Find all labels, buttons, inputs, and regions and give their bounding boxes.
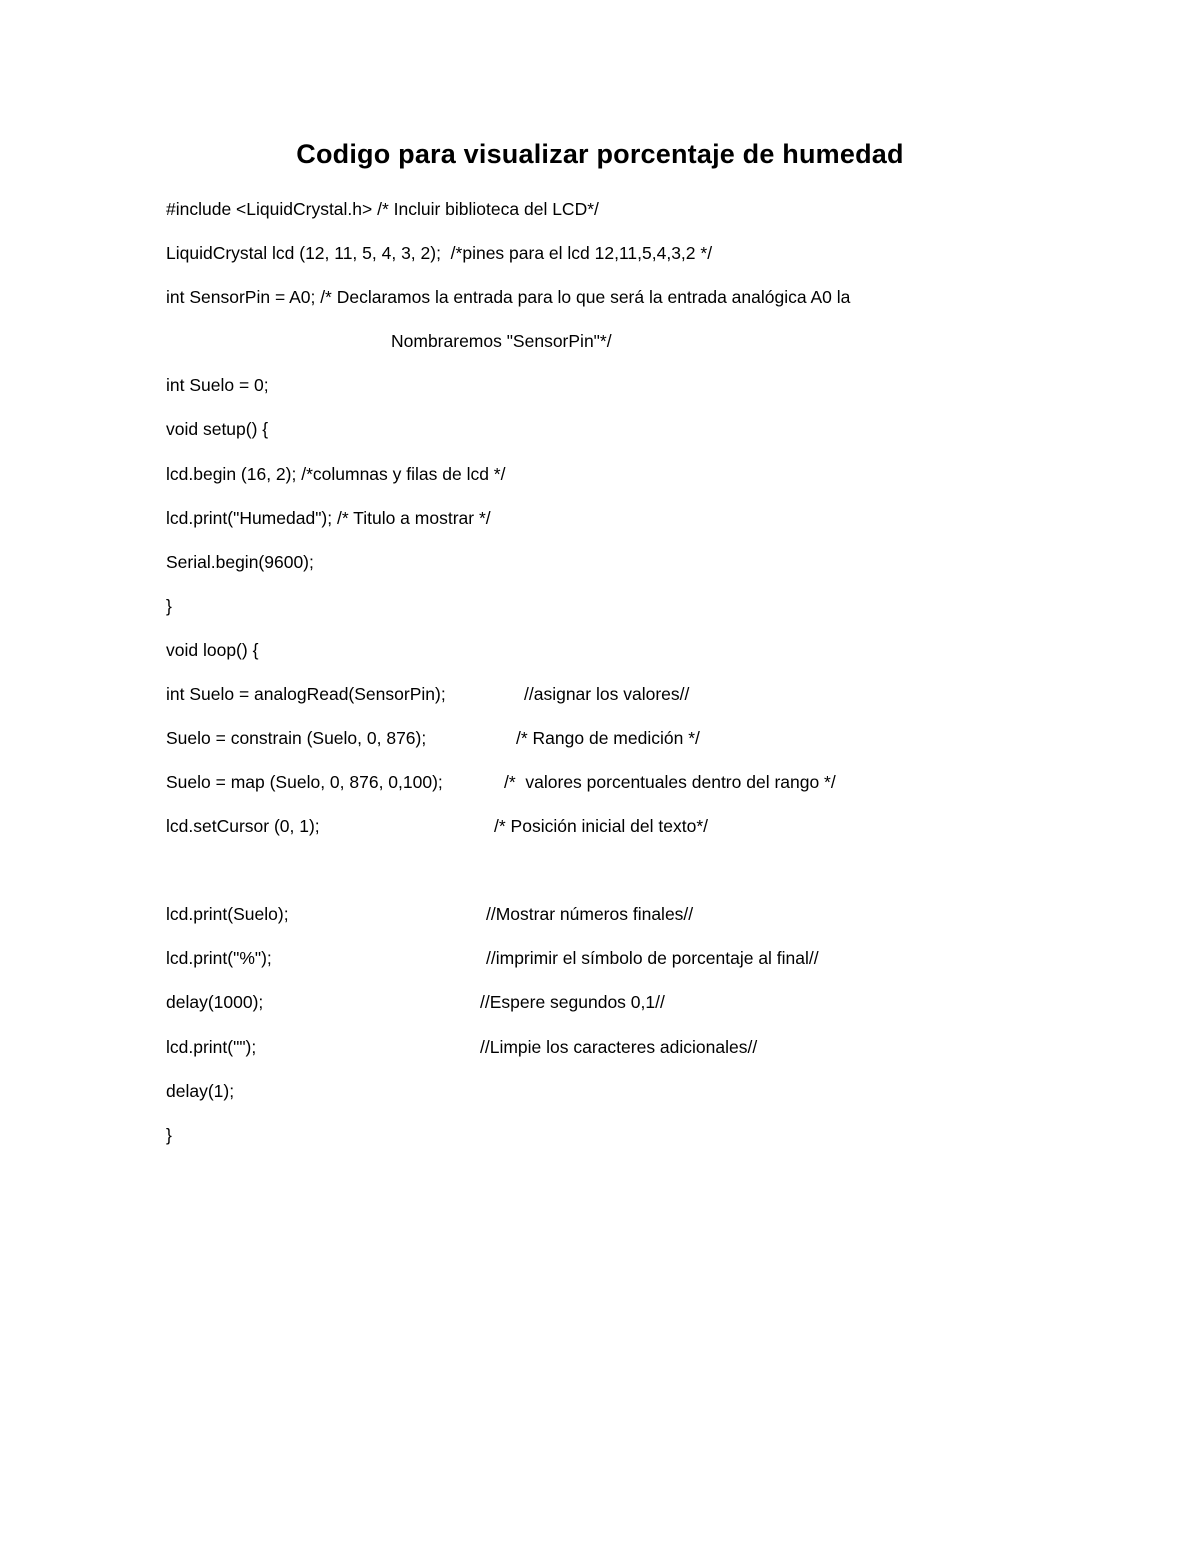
code-line-serial-begin: Serial.begin(9600); [166, 552, 314, 572]
code-comment-print-percent: //imprimir el símbolo de porcentaje al final// [486, 948, 819, 968]
code-comment-map: /* valores porcentuales dentro del rango */ [504, 772, 836, 792]
code-comment-setcursor: /* Posición inicial del texto*/ [494, 816, 708, 836]
code-line-include: #include <LiquidCrystal.h> /* Incluir biblioteca del LCD*/ [166, 199, 599, 219]
code-line-delay-1000: delay(1000); [166, 992, 264, 1012]
code-line-loop-open: void loop() { [166, 640, 259, 660]
code-line-lcd-declaration: LiquidCrystal lcd (12, 11, 5, 4, 3, 2); /*pines para el lcd 12,11,5,4,3,2 */ [166, 243, 713, 263]
code-line-setup-close: } [166, 596, 172, 616]
code-line-print-empty: lcd.print(""); [166, 1037, 257, 1057]
code-comment-analogread: //asignar los valores// [524, 684, 690, 704]
code-line-analogread: int Suelo = analogRead(SensorPin); [166, 684, 446, 704]
code-line-constrain: Suelo = constrain (Suelo, 0, 876); [166, 728, 427, 748]
code-comment-constrain: /* Rango de medición */ [516, 728, 700, 748]
code-comment-print-suelo: //Mostrar números finales// [486, 904, 694, 924]
code-comment-delay-1000: //Espere segundos 0,1// [480, 992, 665, 1012]
code-line-print-percent: lcd.print("%"); [166, 948, 272, 968]
code-line-lcd-begin: lcd.begin (16, 2); /*columnas y filas de lcd */ [166, 464, 506, 484]
code-line-suelo-init: int Suelo = 0; [166, 375, 269, 395]
code-line-sensorpin-continuation: Nombraremos "SensorPin"*/ [391, 331, 612, 351]
code-line-setup-open: void setup() { [166, 419, 269, 439]
code-line-map: Suelo = map (Suelo, 0, 876, 0,100); [166, 772, 443, 792]
code-line-setcursor: lcd.setCursor (0, 1); [166, 816, 320, 836]
code-line-delay-1: delay(1); [166, 1081, 235, 1101]
code-line-sensorpin: int SensorPin = A0; /* Declaramos la entrada para lo que será la entrada analógica A0 la [166, 287, 851, 307]
code-line-loop-close: } [166, 1125, 172, 1145]
document-title: Codigo para visualizar porcentaje de humedad [296, 139, 904, 169]
code-line-print-suelo: lcd.print(Suelo); [166, 904, 289, 924]
code-comment-print-empty: //Limpie los caracteres adicionales// [480, 1037, 758, 1057]
code-line-lcd-print-title: lcd.print("Humedad"); /* Titulo a mostrar */ [166, 508, 491, 528]
